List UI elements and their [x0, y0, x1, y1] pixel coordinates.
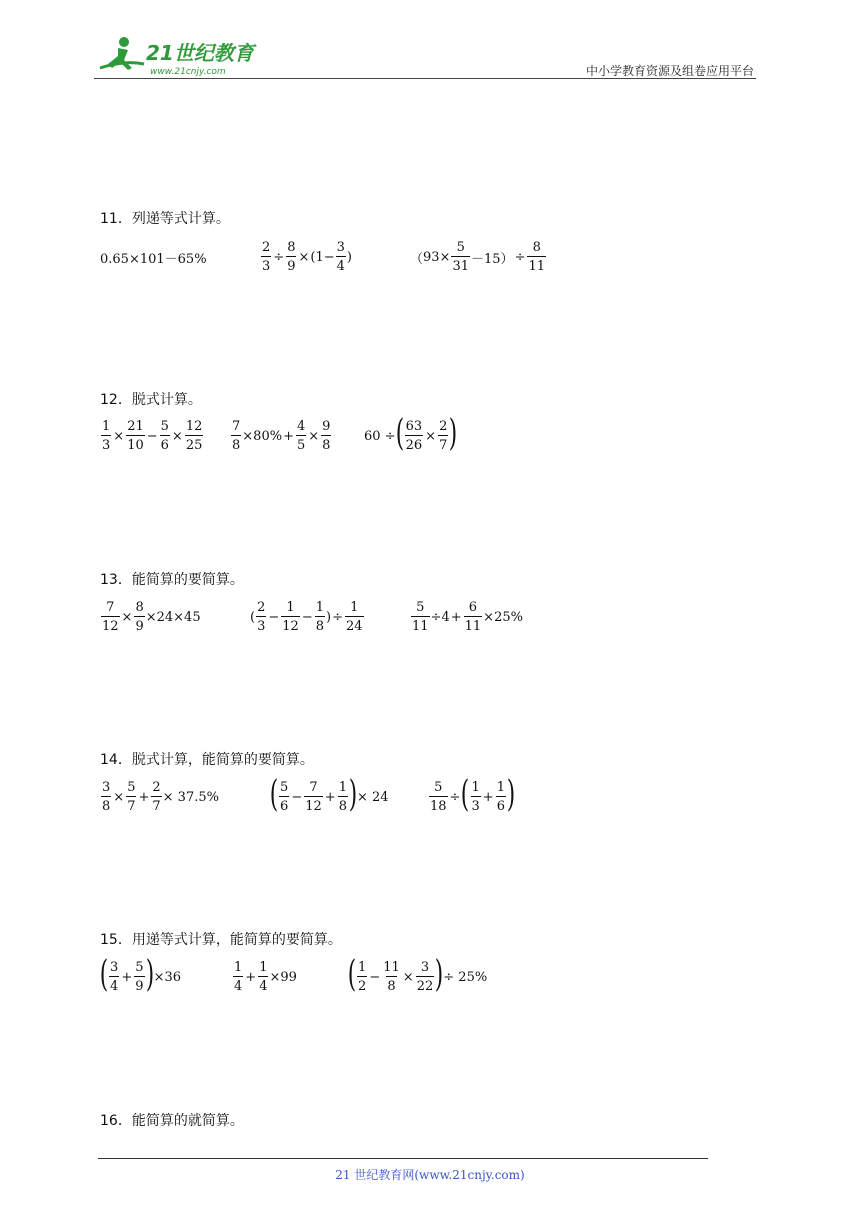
q13-expr-b: ( $\frac{2}{3}$ − $\frac{1}{12}$ − $\frac{1}{8}$ ) ÷ $\frac{1}{24}$: [250, 600, 363, 634]
q11-expr-b: $\frac{2}{3}$ ÷ $\frac{8}{9}$ × (1− $\frac{3}{4}$ ): [262, 240, 352, 274]
question-12-title: 12．脱式计算。: [100, 392, 202, 408]
q14-expr-b: ( $\frac{5}{6}$ − $\frac{7}{12}$ + $\frac{1}{8}$ ) × 24: [269, 774, 389, 815]
question-16-title: 16．能简算的就简算。: [100, 1113, 244, 1129]
logo-url: www.21cnjy.com: [150, 67, 226, 77]
header-platform-text: 中小学教育资源及组卷应用平台: [585, 64, 754, 78]
q11-expr-c: （ 93× $\frac{5}{31}$ －15 ） ÷ $\frac{8}{11}$: [410, 240, 546, 274]
q15-expr-a: ( $\frac{3}{4}$ + $\frac{5}{9}$ ) ×36: [99, 954, 181, 995]
footer-divider: [98, 1158, 708, 1159]
runner-icon: [100, 37, 144, 70]
question-15-title: 15．用递等式计算，能简算的要简算。: [100, 932, 342, 948]
header-divider: [94, 78, 756, 79]
q12-expr-c: 60 ÷ ( $\frac{63}{26}$ × $\frac{2}{7}$ ): [364, 413, 458, 454]
footer-link[interactable]: 21 世纪教育网(www.21cnjy.com): [335, 1168, 525, 1182]
q15-expr-b: $\frac{1}{4}$ + $\frac{1}{4}$ ×99: [234, 960, 297, 994]
q11-expr-a: 0.65×101－65%: [100, 251, 207, 267]
q14-expr-a: $\frac{3}{8}$ × $\frac{5}{7}$ + $\frac{2}{7}$ × 37.5%: [102, 780, 219, 814]
logo-text: 21世纪教育: [146, 41, 254, 65]
question-14-title: 14．脱式计算，能简算的要简算。: [100, 752, 314, 768]
question-11-title: 11．列递等式计算。: [100, 211, 230, 227]
question-13-title: 13．能简算的要简算。: [100, 572, 244, 588]
q12-expr-a: $\frac{1}{3}$ × $\frac{21}{10}$ − $\frac{5}{6}$ × $\frac{12}{25}$: [102, 419, 203, 453]
q15-expr-c: ( $\frac{1}{2}$ − $\frac{11}{8}$ × $\frac{3}{22}$ ) ÷ 25%: [347, 954, 488, 995]
q13-expr-a: $\frac{7}{12}$ × $\frac{8}{9}$ ×24×45: [102, 600, 201, 634]
q14-expr-c: $\frac{5}{18}$ ÷ ( $\frac{1}{3}$ + $\frac{1}{6}$ ): [430, 774, 516, 815]
q13-expr-c: $\frac{5}{11}$ ÷4 + $\frac{6}{11}$ ×25%: [412, 600, 523, 634]
logo: [94, 34, 264, 80]
q12-expr-b: $\frac{7}{8}$ ×80% + $\frac{4}{5}$ × $\frac{9}{8}$: [232, 419, 331, 453]
